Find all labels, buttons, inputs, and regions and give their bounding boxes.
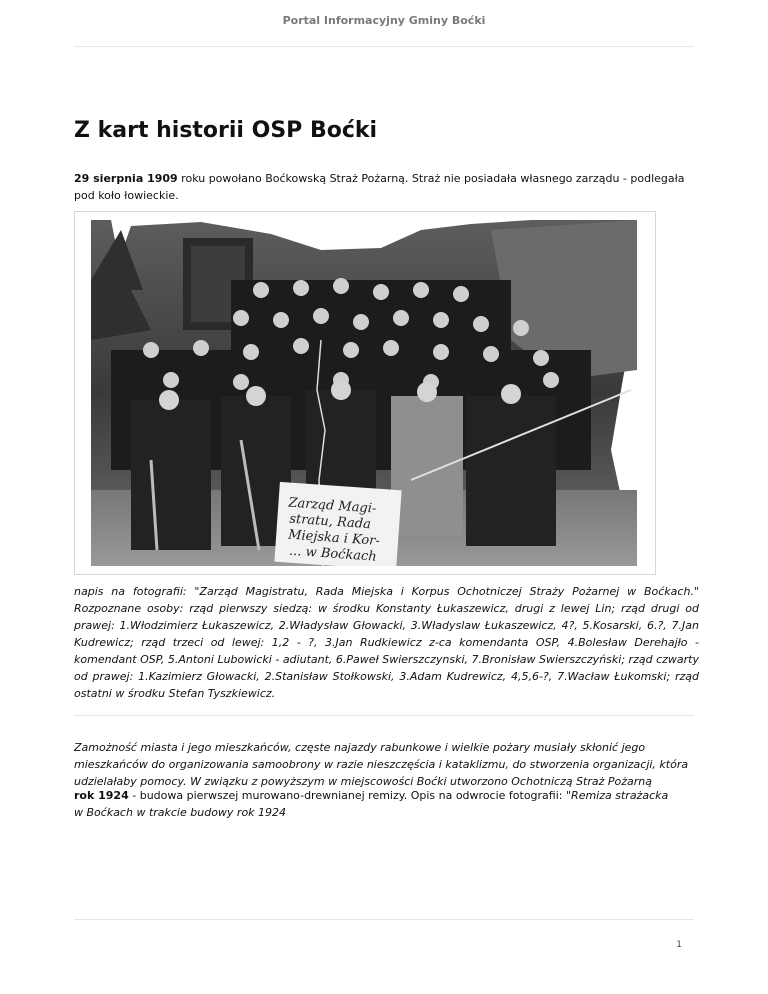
page-header <box>74 0 694 47</box>
site-title: Portal Informacyjny Gminy Boćki <box>282 14 486 27</box>
svg-text:Zarząd Magi-: Zarząd Magi- <box>287 495 377 517</box>
historical-photo-frame <box>74 211 656 575</box>
year-quote: "Remiza strażacka w Boćkach w trakcie budowy rok 1924 <box>74 789 669 819</box>
page-footer <box>74 919 694 920</box>
year-label: rok 1924 <box>74 789 129 802</box>
paragraph-1924 <box>74 787 674 821</box>
svg-text:stratu, Rada: stratu, Rada <box>288 511 372 533</box>
founding-text: roku powołano Boćkowską Straż Pożarną. Straż nie posiadała własnego zarządu - podlegała pod koło łowieckie. <box>74 172 685 202</box>
paragraph-history: Zamożność miasta i jego mieszkańców, częste najazdy rabunkowe i wielkie pożary musiały skłonić jego mieszkańców do organizowania samoobrony w razie nieszczęścia i kataklizmu, do stworzenia organizacji, która udzielałaby pomocy. W związku z powyższym w miejscowości Boćki utworzono Ochotniczą Straż Pożarną <box>74 741 689 788</box>
page-number: 1 <box>676 940 682 950</box>
svg-text:Miejska i Kor-: Miejska i Kor- <box>287 527 381 549</box>
year-text: - budowa pierwszej murowano-drewnianej remizy. Opis na odwrocie fotografii: <box>128 789 566 802</box>
section-divider <box>74 715 694 716</box>
historical-photo <box>91 220 637 566</box>
svg-text:... w Boćkach: ... w Boćkach <box>288 543 378 565</box>
paragraph-founding <box>74 170 694 204</box>
article-title: Z kart historii OSP Boćki <box>74 118 378 143</box>
founding-date: 29 sierpnia 1909 <box>74 172 178 185</box>
photo-caption: napis na fotografii: "Zarząd Magistratu, Rada Miejska i Korpus Ochotniczej Straży Pożarnej w Boćkach." Rozpoznane osoby: rząd pierwszy siedzą: w środku Konstanty Łukaszewicz, drugi z lewej Lin; rząd drugi od prawej: 1.Włodzimierz Łukaszewicz, 2.Władysław Głowacki, 3.Władyslaw Łukaszewicz, 4?, 5.Kosarski, 6.?, 7.Jan Kudrewicz; rząd trzeci od lewej: 1,2 - ?, 3.Jan Rudkiewicz z-ca komendanta OSP, 4.Bolesław Derehajło - komendant OSP, 5.Antoni Lubowicki - adiutant, 6.Paweł Swierszczynski, 7.Bronisław Swierszczyński; rząd czwarty od prawej: 1.Kazimierz Głowacki, 2.Stanisław Stołkowski, 3.Adam Kudrewicz, 4,5,6-?, 7.Wacław Łukomski; rząd ostatni w środku Stefan Tyszkiewicz. <box>74 585 699 700</box>
group-photo-image <box>91 220 637 566</box>
